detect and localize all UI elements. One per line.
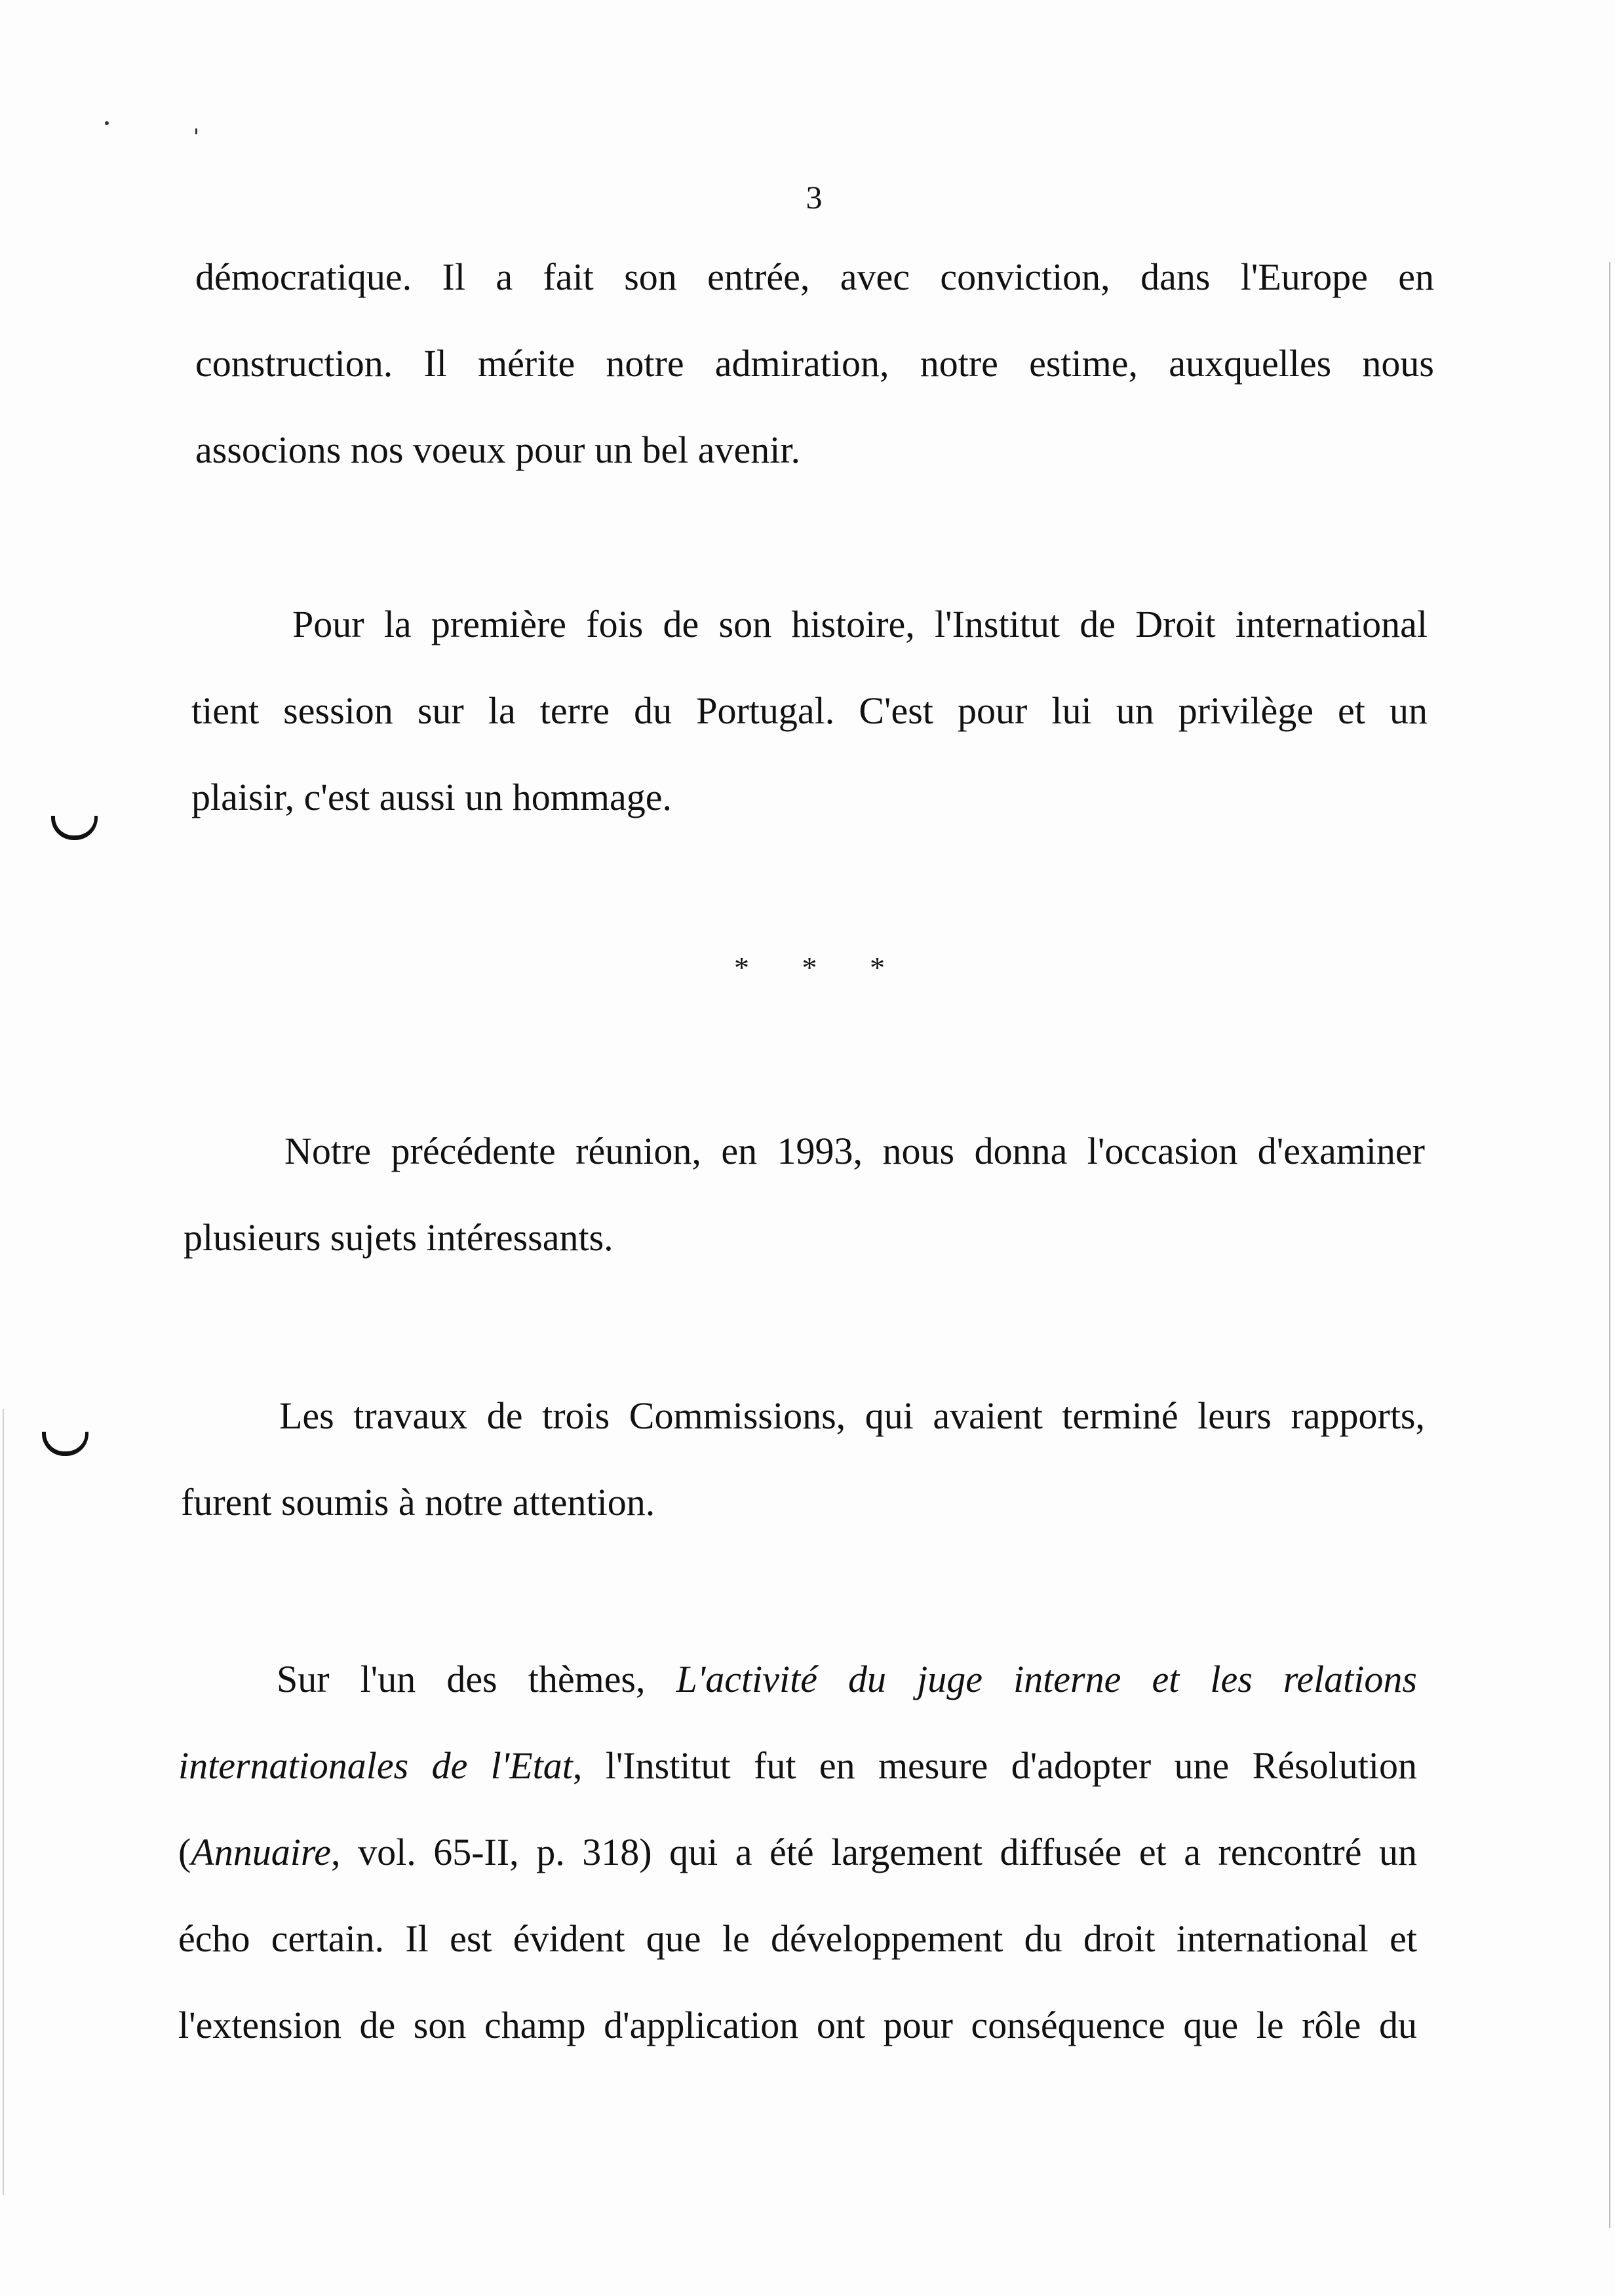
scan-speck	[105, 121, 109, 125]
separator-asterisk: *	[802, 951, 817, 984]
paragraph-line: construction. Il mérite notre admiration, notre estime, auxquelles nous	[195, 342, 1434, 385]
section-separator	[734, 950, 885, 985]
separator-asterisk: *	[734, 951, 749, 984]
italic-title: Annuaire	[191, 1831, 332, 1873]
text-run: , l'Institut fut en mesure d'adopter une Résolution	[572, 1744, 1417, 1787]
punch-hole-mark	[42, 1432, 88, 1456]
page-number: 3	[806, 179, 823, 216]
separator-asterisk: *	[870, 951, 885, 984]
scan-speck	[195, 128, 197, 134]
paragraph-line: Notre précédente réunion, en 1993, nous donna l'occasion d'examiner	[284, 1130, 1425, 1172]
paragraph-line: Pour la première fois de son histoire, l'Institut de Droit international	[292, 603, 1428, 645]
italic-title: L'activité du juge interne et les relations	[676, 1658, 1417, 1700]
paragraph-line: écho certain. Il est évident que le développement du droit international et	[178, 1917, 1417, 1960]
paragraph-line: Les travaux de trois Commissions, qui avaient terminé leurs rapports,	[279, 1394, 1425, 1437]
paragraph-line: l'extension de son champ d'application ont pour conséquence que le rôle du	[178, 2004, 1417, 2046]
paragraph-line: furent soumis à notre attention.	[181, 1481, 655, 1523]
punch-hole-mark	[51, 816, 98, 840]
paragraph-line: tient session sur la terre du Portugal. C'est pour lui un privilège et un	[191, 689, 1428, 732]
paragraph-line: associons nos voeux pour un bel avenir.	[195, 429, 801, 471]
paragraph-line	[277, 1656, 1417, 1702]
paragraph-line: plusieurs sujets intéressants.	[184, 1216, 613, 1259]
text-run: Sur l'un des thèmes,	[277, 1658, 676, 1700]
paragraph-line	[178, 1829, 1417, 1875]
paragraph-line: plaisir, c'est aussi un hommage.	[191, 776, 672, 818]
paragraph-line: démocratique. Il a fait son entrée, avec conviction, dans l'Europe en	[195, 256, 1434, 298]
scan-edge-line	[1609, 262, 1610, 2228]
italic-title: internationales de l'Etat	[178, 1744, 573, 1787]
scan-edge-line	[3, 1409, 4, 2195]
text-run: , vol. 65-II, p. 318) qui a été largement diffusée et a rencontré un	[331, 1831, 1417, 1873]
paragraph-line	[178, 1743, 1417, 1789]
text-run: (	[178, 1831, 191, 1873]
